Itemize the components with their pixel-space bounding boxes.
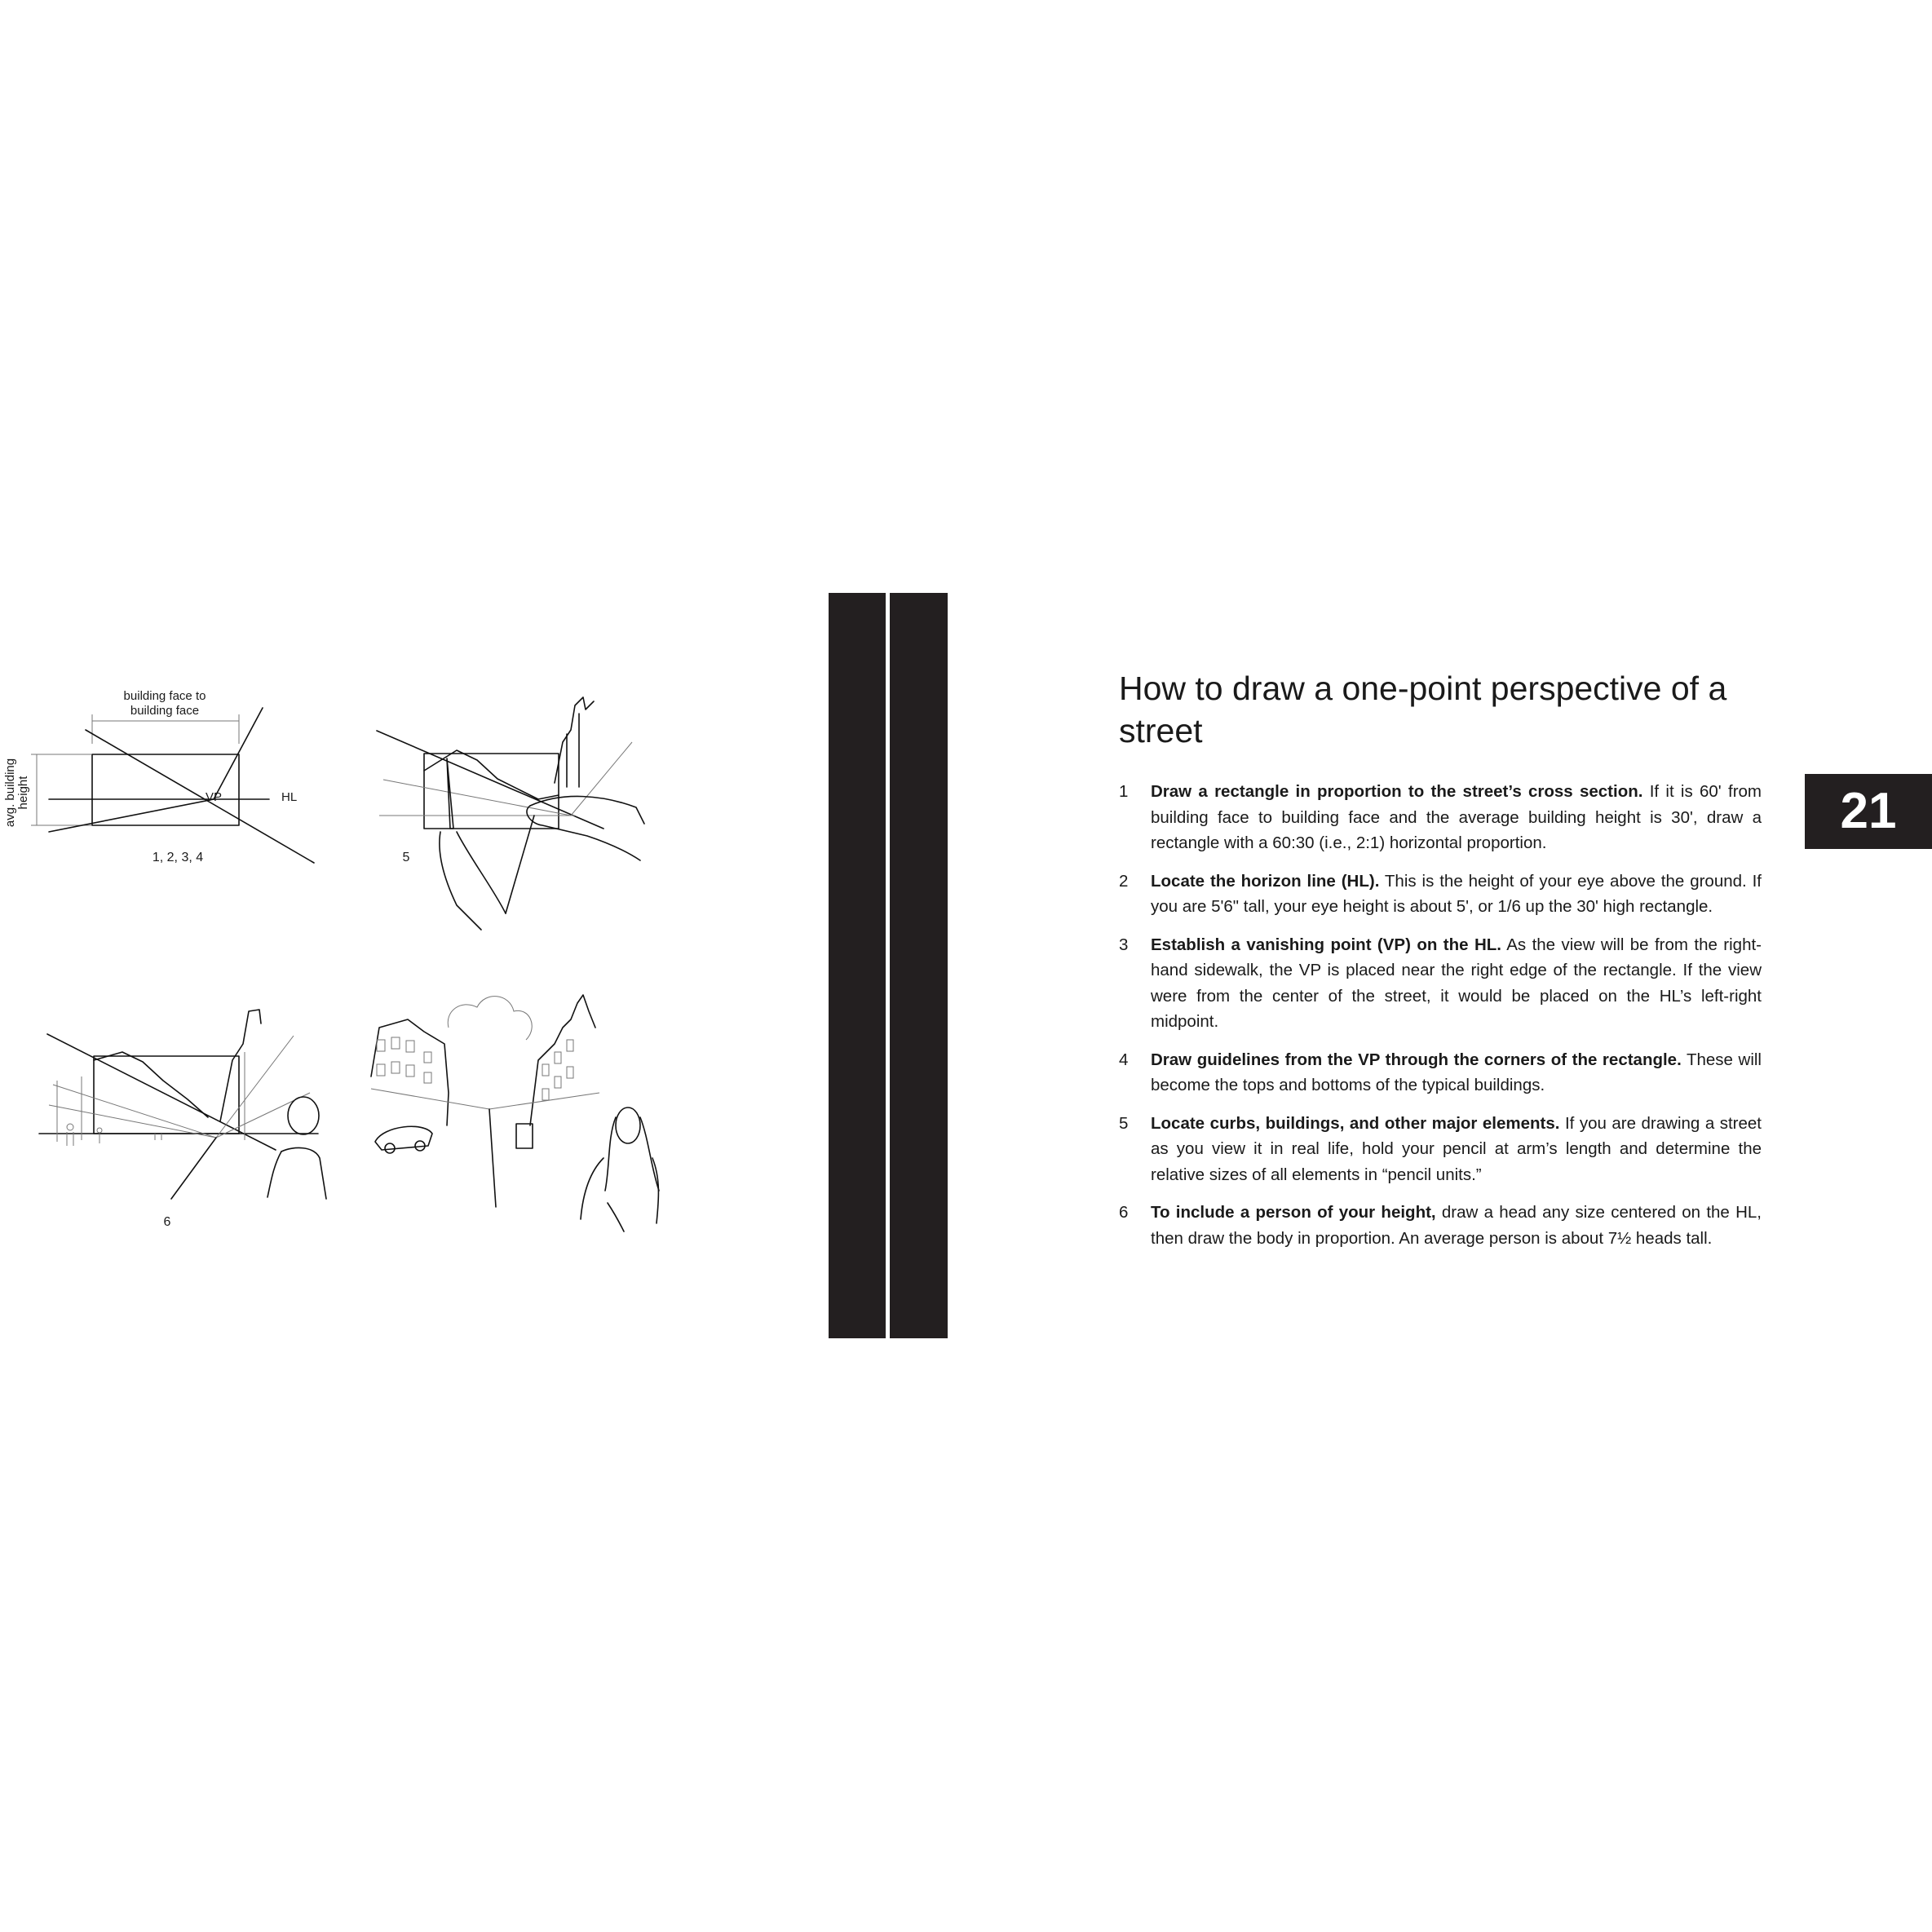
figure-finished-sketch: [371, 995, 659, 1231]
figure-step-5: [377, 697, 644, 930]
hl-label: HL: [281, 790, 298, 804]
building-face-label-1: building face to: [123, 689, 206, 703]
step-lead: Establish a vanishing point (VP) on the HL.: [1151, 935, 1501, 954]
step-item-3: [1119, 932, 1762, 1035]
page-title: How to draw a one-point perspective of a street: [1119, 670, 1727, 749]
spine-bar-left: [829, 593, 886, 1338]
perspective-figures: [0, 669, 669, 1240]
figure-caption-2: 5: [402, 851, 410, 864]
step-lead: Draw guidelines from the VP through the corners of the rectangle.: [1151, 1050, 1682, 1069]
step-number: 1: [1119, 782, 1129, 801]
step-number: 6: [1119, 1203, 1129, 1222]
page-number-tab: 21: [1805, 774, 1932, 849]
step-body: If you are drawing a street as you view it in real life, hold your pencil at arm’s length and determine the relative sizes of all elements in “pencil units.”: [1151, 1113, 1762, 1184]
figures-area: [0, 669, 669, 1240]
figure-steps-1-4: [3, 689, 314, 864]
step-body: If it is 60' from building face to building face and the average building height is 30', draw a rectangle with a 60:30 (i.e., 2:1) horizontal proportion.: [1151, 782, 1762, 852]
step-lead: Locate curbs, buildings, and other major elements.: [1151, 1113, 1560, 1133]
step-item-6: [1119, 1200, 1762, 1251]
figure-step-6: [39, 1010, 326, 1229]
figure-caption-1: 1, 2, 3, 4: [152, 851, 204, 864]
step-body: draw a head any size centered on the HL, then draw the body in proportion. An average person is about 7½ heads tall.: [1151, 1203, 1762, 1248]
step-number: 2: [1119, 871, 1129, 891]
avg-height-label-1: avg. building: [3, 758, 17, 828]
figure-caption-3: 6: [163, 1215, 171, 1229]
step-body: As the view will be from the right-hand sidewalk, the VP is placed near the right edge of the rectangle. If the view were from the center of the street, it would be placed on the HL’s left-right midpoint.: [1151, 935, 1762, 1031]
step-number: 5: [1119, 1113, 1129, 1133]
vp-label: VP: [206, 790, 223, 804]
avg-height-label-2: height: [16, 776, 30, 810]
step-lead: Draw a rectangle in proportion to the street’s cross section.: [1151, 782, 1643, 801]
step-body: This is the height of your eye above the ground. If you are 5'6" tall, your eye height is about 5', or 1/6 up the 30' high rectangle.: [1151, 871, 1762, 916]
step-lead: To include a person of your height,: [1151, 1203, 1436, 1222]
steps-list: [1119, 779, 1762, 1263]
step-item-4: [1119, 1047, 1762, 1099]
step-number: 3: [1119, 935, 1129, 954]
step-item-1: [1119, 779, 1762, 856]
step-item-5: [1119, 1111, 1762, 1188]
step-item-2: [1119, 869, 1762, 920]
step-lead: Locate the horizon line (HL).: [1151, 871, 1380, 891]
step-number: 4: [1119, 1050, 1129, 1069]
step-body: These will become the tops and bottoms of the typical buildings.: [1151, 1050, 1762, 1094]
spine-bar-right: [890, 593, 948, 1338]
building-face-label-2: building face: [130, 704, 200, 718]
